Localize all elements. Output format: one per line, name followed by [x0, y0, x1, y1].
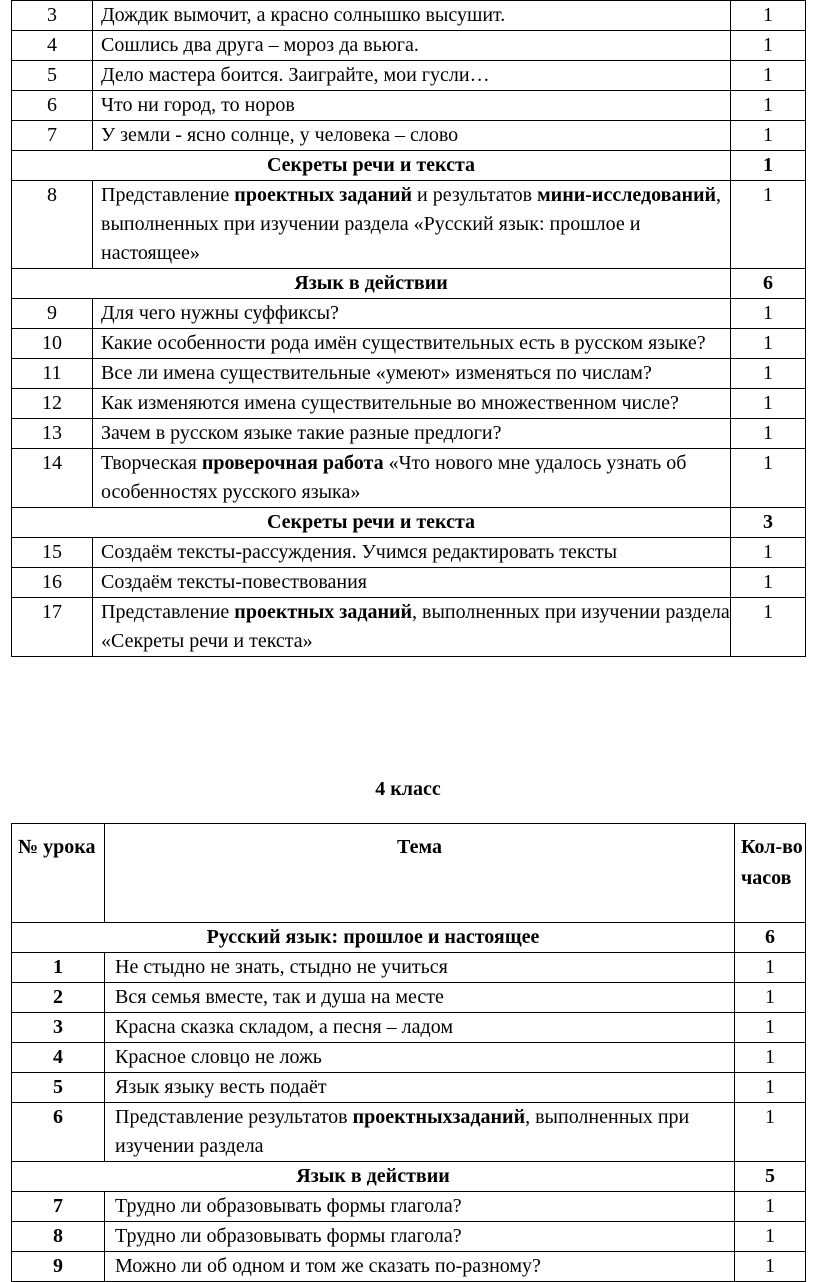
section-row — [12, 269, 806, 299]
table-row — [12, 299, 806, 329]
lesson-hours: 1 — [731, 598, 806, 657]
lesson-topic: Дело мастера боится. Заиграйте, мои гусли… — [93, 61, 731, 91]
table-row — [12, 953, 806, 983]
table-row — [12, 598, 806, 657]
table-row — [12, 329, 806, 359]
lesson-number: 9 — [12, 1252, 105, 1282]
topic-text: Представление — [101, 601, 235, 623]
lesson-hours: 1 — [731, 121, 806, 151]
lesson-number: 9 — [12, 299, 93, 329]
lesson-topic — [93, 449, 731, 508]
table-row — [12, 1192, 806, 1222]
lesson-number: 5 — [12, 61, 93, 91]
topic-text: и результатов — [412, 184, 538, 206]
lesson-topic: Создаём тексты-рассуждения. Учимся редактировать тексты — [93, 538, 731, 568]
lesson-topic: Дождик вымочит, а красно солнышко высушит. — [93, 1, 731, 31]
lesson-topic: Красное словцо не ложь — [105, 1043, 735, 1073]
lesson-hours: 1 — [731, 419, 806, 449]
section-title: Русский язык: прошлое и настоящее — [12, 923, 735, 953]
lesson-hours: 1 — [731, 538, 806, 568]
lesson-hours: 1 — [735, 1103, 806, 1162]
lesson-number: 16 — [12, 568, 93, 598]
lesson-topic: Что ни город, то норов — [93, 91, 731, 121]
topic-text: , выполненных при изучении раздела «Русский язык: прошлое и настоящее» — [101, 184, 722, 264]
lesson-hours: 1 — [731, 299, 806, 329]
section-hours: 5 — [735, 1162, 806, 1192]
table-row — [12, 1, 806, 31]
lesson-number: 4 — [12, 31, 93, 61]
section-hours: 3 — [731, 508, 806, 538]
lesson-number: 5 — [12, 1073, 105, 1103]
lesson-topic: Язык языку весть подаёт — [105, 1073, 735, 1103]
header-hours: Кол-во часов — [735, 824, 806, 923]
lesson-topic: Трудно ли образовывать формы глагола? — [105, 1222, 735, 1252]
lesson-topic: Вся семья вместе, так и душа на месте — [105, 983, 735, 1013]
topic-bold-text: проектныхзаданий — [352, 1106, 526, 1128]
lesson-hours: 1 — [735, 1073, 806, 1103]
table-row — [12, 359, 806, 389]
topic-text: Творческая — [101, 452, 202, 474]
lesson-number: 14 — [12, 449, 93, 508]
table-header-row — [12, 824, 806, 923]
section-title: Секреты речи и текста — [12, 508, 731, 538]
lesson-number: 7 — [12, 121, 93, 151]
table-row — [12, 121, 806, 151]
lesson-topic: Все ли имена существительные «умеют» изменяться по числам? — [93, 359, 731, 389]
lesson-number: 4 — [12, 1043, 105, 1073]
lesson-topic — [105, 1103, 735, 1162]
lesson-number: 11 — [12, 359, 93, 389]
table-row — [12, 1222, 806, 1252]
table-row — [12, 91, 806, 121]
table-row — [12, 389, 806, 419]
lesson-topic: Для чего нужны суффиксы? — [93, 299, 731, 329]
table-row — [12, 31, 806, 61]
lesson-table-grade-3 — [11, 0, 806, 657]
topic-text: , выполненных при изучении раздела «Секреты речи и текста» — [101, 601, 730, 652]
lesson-hours: 1 — [735, 1252, 806, 1282]
table-row — [12, 1103, 806, 1162]
lesson-topic: Красна сказка складом, а песня – ладом — [105, 1013, 735, 1043]
lesson-hours: 1 — [735, 983, 806, 1013]
header-lesson-number: № урока — [12, 824, 105, 923]
lesson-number: 1 — [12, 953, 105, 983]
section-hours: 1 — [731, 151, 806, 181]
lesson-topic: Не стыдно не знать, стыдно не учиться — [105, 953, 735, 983]
lesson-hours: 1 — [731, 389, 806, 419]
lesson-hours: 1 — [731, 568, 806, 598]
lesson-number: 13 — [12, 419, 93, 449]
table-row — [12, 61, 806, 91]
lesson-topic — [93, 181, 731, 269]
lesson-table-grade-4 — [11, 823, 806, 1282]
lesson-hours: 1 — [731, 61, 806, 91]
lesson-hours: 1 — [735, 953, 806, 983]
section-title: Язык в действии — [12, 269, 731, 299]
table-row — [12, 419, 806, 449]
table-row — [12, 983, 806, 1013]
lesson-hours: 1 — [731, 31, 806, 61]
lesson-topic: Какие особенности рода имён существительных есть в русском языке? — [93, 329, 731, 359]
lesson-hours: 1 — [731, 449, 806, 508]
section-title: Язык в действии — [12, 1162, 735, 1192]
lesson-hours: 1 — [731, 359, 806, 389]
header-topic: Тема — [105, 824, 735, 923]
topic-text: «Что нового мне удалось узнать об особенностях русского языка» — [101, 452, 687, 503]
lesson-topic: Сошлись два друга – мороз да вьюга. — [93, 31, 731, 61]
section-hours: 6 — [731, 269, 806, 299]
lesson-topic: Создаём тексты-повествования — [93, 568, 731, 598]
table-row — [12, 568, 806, 598]
table-row — [12, 1043, 806, 1073]
topic-bold-text: проверочная работа — [201, 452, 384, 474]
lesson-topic: Можно ли об одном и том же сказать по-разному? — [105, 1252, 735, 1282]
section-row — [12, 151, 806, 181]
lesson-number: 15 — [12, 538, 93, 568]
lesson-number: 7 — [12, 1192, 105, 1222]
lesson-number: 2 — [12, 983, 105, 1013]
lesson-topic: У земли - ясно солнце, у человека – слово — [93, 121, 731, 151]
lesson-hours: 1 — [731, 91, 806, 121]
section-row — [12, 923, 806, 953]
topic-text: , выполненных при изучении раздела — [115, 1106, 690, 1157]
lesson-number: 6 — [12, 91, 93, 121]
lesson-topic — [93, 598, 731, 657]
lesson-number: 12 — [12, 389, 93, 419]
lesson-number: 8 — [12, 1222, 105, 1252]
lesson-topic: Как изменяются имена существительные во множественном числе? — [93, 389, 731, 419]
lesson-hours: 1 — [731, 181, 806, 269]
lesson-hours: 1 — [731, 329, 806, 359]
section-row — [12, 508, 806, 538]
lesson-hours: 1 — [735, 1222, 806, 1252]
lesson-hours: 1 — [731, 1, 806, 31]
lesson-hours: 1 — [735, 1013, 806, 1043]
section-hours: 6 — [735, 923, 806, 953]
lesson-topic: Зачем в русском языке такие разные предлоги? — [93, 419, 731, 449]
lesson-number: 3 — [12, 1013, 105, 1043]
topic-bold-text: проектных заданий — [234, 601, 413, 623]
lesson-number: 10 — [12, 329, 93, 359]
lesson-topic: Трудно ли образовывать формы глагола? — [105, 1192, 735, 1222]
section-title: Секреты речи и текста — [12, 151, 731, 181]
table-row — [12, 1073, 806, 1103]
table-row — [12, 1013, 806, 1043]
lesson-number: 17 — [12, 598, 93, 657]
lesson-hours: 1 — [735, 1192, 806, 1222]
lesson-hours: 1 — [735, 1043, 806, 1073]
lesson-number: 6 — [12, 1103, 105, 1162]
topic-text: Представление результатов — [115, 1106, 353, 1128]
grade-title: 4 класс — [375, 778, 441, 800]
table-row — [12, 181, 806, 269]
topic-text: Представление — [101, 184, 235, 206]
table-row — [12, 538, 806, 568]
table-row — [12, 1252, 806, 1282]
topic-bold-text: проектных заданий — [234, 184, 413, 206]
lesson-number: 8 — [12, 181, 93, 269]
section-row — [12, 1162, 806, 1192]
topic-bold-text: мини-исследований — [537, 184, 717, 206]
table-row — [12, 449, 806, 508]
lesson-number: 3 — [12, 1, 93, 31]
